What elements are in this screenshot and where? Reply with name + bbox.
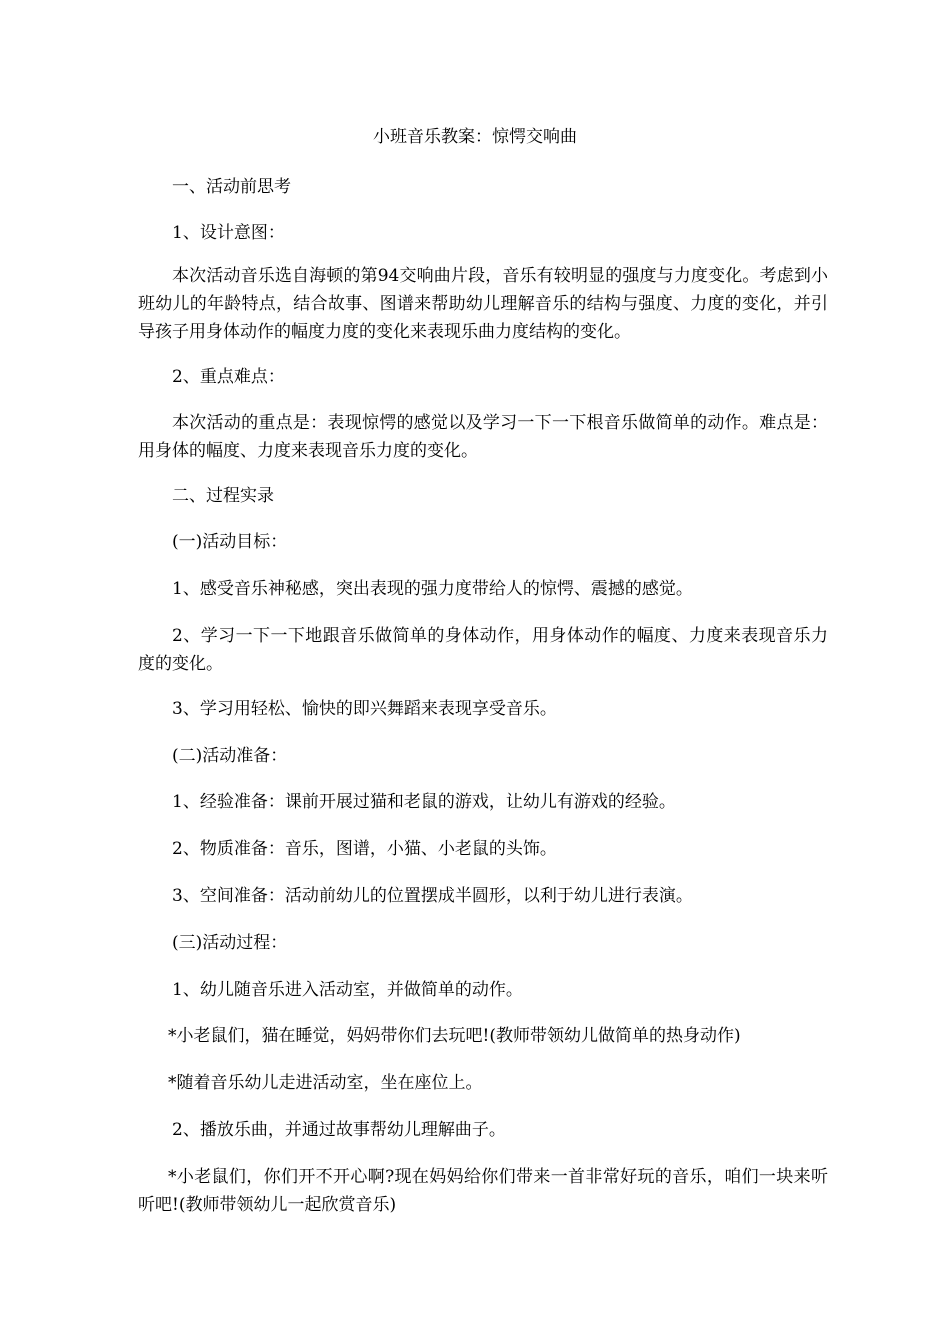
list-item: 3、空间准备：活动前幼儿的位置摆成半圆形，以利于幼儿进行表演。 [172, 886, 693, 906]
list-item: 1、经验准备：课前开展过猫和老鼠的游戏，让幼儿有游戏的经验。 [172, 792, 676, 812]
section-heading: 二、过程实录 [172, 486, 274, 506]
subsection-heading: (三)活动过程： [172, 933, 288, 953]
section-heading: 一、活动前思考 [172, 177, 291, 197]
paragraph: 本次活动的重点是：表现惊愕的感觉以及学习一下一下根音乐做简单的动作。难点是：用身体的幅度、力度来表现音乐力度的变化。 [138, 413, 828, 461]
list-item: 2、物质准备：音乐，图谱，小猫、小老鼠的头饰。 [172, 839, 557, 859]
list-item: 2、学习一下一下地跟音乐做简单的身体动作，用身体动作的幅度、力度来表现音乐力度的变化。 [138, 626, 828, 674]
list-item: 2、播放乐曲，并通过故事帮幼儿理解曲子。 [172, 1120, 506, 1140]
list-item: 3、学习用轻松、愉快的即兴舞蹈来表现享受音乐。 [172, 699, 557, 719]
paragraph: 本次活动音乐选自海顿的第94交响曲片段，音乐有较明显的强度与力度变化。考虑到小班幼儿的年龄特点，结合故事、图谱来帮助幼儿理解音乐的结构与强度、力度的变化，并引导孩子用身体动作的幅度力度的变化来表现乐曲力度结构的变化。 [138, 266, 828, 342]
list-item: *小老鼠们，你们开不开心啊?现在妈妈给你们带来一首非常好玩的音乐，咱们一块来听听吧!(教师带领幼儿一起欣赏音乐) [138, 1167, 828, 1215]
document-title: 小班音乐教案：惊愕交响曲 [373, 127, 577, 147]
list-item: *随着音乐幼儿走进活动室，坐在座位上。 [168, 1073, 483, 1093]
list-item: *小老鼠们，猫在睡觉，妈妈带你们去玩吧!(教师带领幼儿做简单的热身动作) [168, 1026, 741, 1046]
list-item: 1、感受音乐神秘感，突出表现的强力度带给人的惊愕、震撼的感觉。 [172, 579, 693, 599]
subsection-heading: 2、重点难点： [172, 367, 285, 387]
subsection-heading: 1、设计意图： [172, 223, 285, 243]
subsection-heading: (二)活动准备： [172, 746, 288, 766]
list-item: 1、幼儿随音乐进入活动室，并做简单的动作。 [172, 980, 523, 1000]
subsection-heading: (一)活动目标： [172, 532, 288, 552]
